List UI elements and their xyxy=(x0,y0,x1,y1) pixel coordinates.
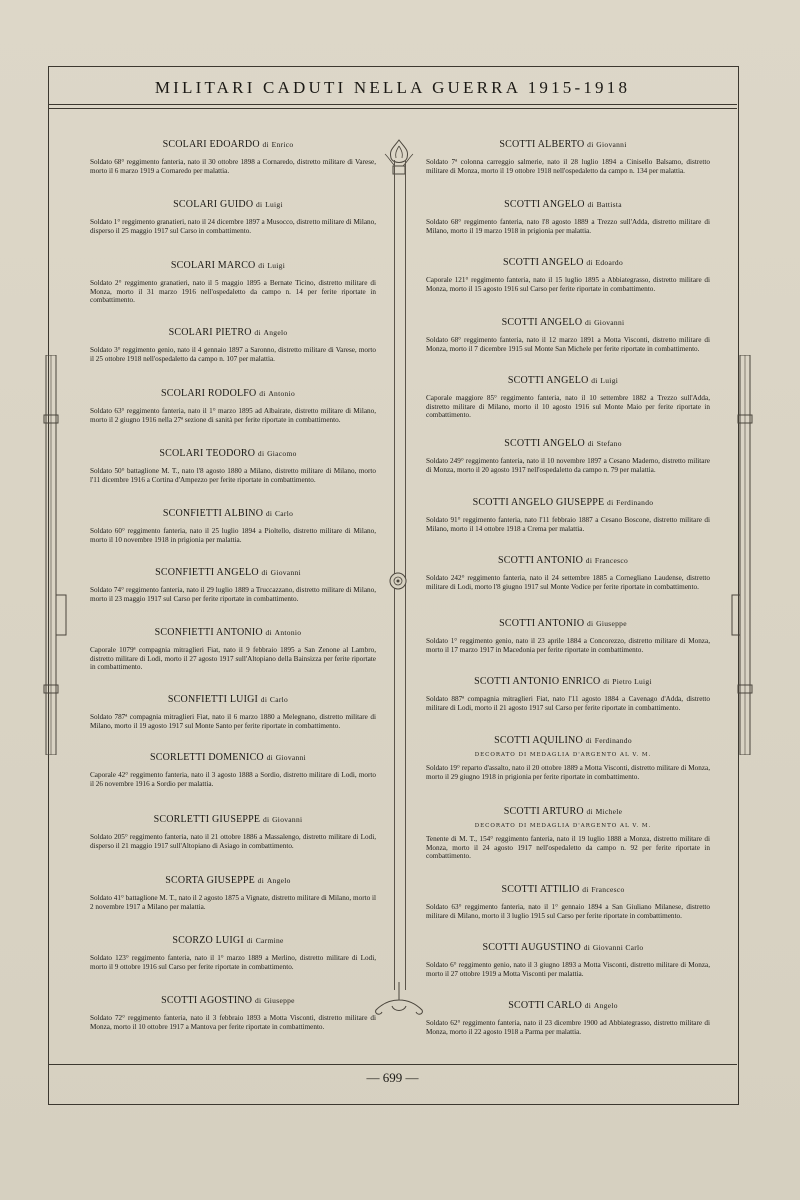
list-item xyxy=(80,388,376,424)
header-rule xyxy=(48,108,737,109)
entry-name: SCOLARI EDOARDO di Enrico xyxy=(162,139,294,150)
list-item xyxy=(80,875,376,911)
list-item xyxy=(416,139,710,175)
entry-text: Soldato 3° reggimento genio, nato il 4 gennaio 1897 a Saronno, distretto militare di Varese, morto il 25 ottobre 1918 nell'ospedaletto da campo n. 107 per malattia. xyxy=(90,346,376,363)
list-item xyxy=(80,814,376,850)
list-item xyxy=(80,260,376,305)
entry-name: SCOTTI ANTONIO di Francesco xyxy=(497,555,629,566)
entry-text: Soldato 1° reggimento granatieri, nato il 24 dicembre 1897 a Musocco, distretto militare di Milano, disperso il 25 maggio 1917 sul Carso in combattimento. xyxy=(90,218,376,235)
entry-name: SCOTTI ANGELO di Giovanni xyxy=(501,317,625,328)
list-item xyxy=(416,1000,710,1036)
list-item xyxy=(416,806,710,861)
entry-text: Soldato 74° reggimento fanteria, nato il 29 luglio 1889 a Truccazzano, distretto militare di Milano, morto il 23 maggio 1917 sul Carso per ferite riportate in combattimento. xyxy=(90,586,376,603)
decoration-note: DECORATO DI MEDAGLIA D'ARGENTO AL V. M. xyxy=(474,823,652,829)
list-item xyxy=(416,942,710,978)
entry-name: SCOTTI AUGUSTINO di Giovanni Carlo xyxy=(482,942,644,953)
list-item xyxy=(416,438,710,474)
entry-name: SCOLARI TEODORO di Giacomo xyxy=(159,448,297,459)
entry-text: Tenente di M. T., 154° reggimento fanteria, nato il 19 luglio 1888 a Monza, distretto militare di Monza, morto il 24 agosto 1917 nell'ospedaletto da campo n. 92 per ferite riportate in combattimento. xyxy=(426,835,710,861)
entry-name: SCONFIETTI LUIGI di Carlo xyxy=(167,694,289,705)
entry-name: SCORLETTI GIUSEPPE di Giovanni xyxy=(153,814,303,825)
entry-text: Soldato 68° reggimento fanteria, nato l'8 agosto 1889 a Trezzo sull'Adda, distretto militare di Milano, morto il 19 marzo 1918 in prigionia per malattia. xyxy=(426,218,710,235)
entry-name: SCOTTI CARLO di Angelo xyxy=(508,1000,618,1011)
entry-text: Soldato 62° reggimento fanteria, nato il 23 dicembre 1900 ad Abbiategrasso, distretto militare di Monza, morto il 22 agosto 1918 a Parma per malattia. xyxy=(426,1019,710,1036)
list-item xyxy=(80,199,376,235)
entry-text: Soldato 2° reggimento granatieri, nato il 5 maggio 1895 a Bernate Ticino, distretto militare di Monza, morto il 31 marzo 1916 nell'ospedaletto da campo n. 14 per ferite riportate in combattimento. xyxy=(90,279,376,305)
entry-name: SCOTTI ANGELO di Edoardo xyxy=(502,257,623,268)
list-item xyxy=(416,317,710,353)
entry-name: SCONFIETTI ANTONIO di Antonio xyxy=(154,627,302,638)
entry-text: Soldato 68° reggimento fanteria, nato il 30 ottobre 1898 a Cornaredo, distretto militare di Varese, morto il 6 marzo 1919 a Cornaredo per malattia. xyxy=(90,158,376,175)
entry-name: SCOTTI AQUILINO di Ferdinando xyxy=(494,735,632,746)
list-item xyxy=(416,257,710,293)
list-item xyxy=(416,676,710,712)
entry-text: Soldato 50° battaglione M. T., nato l'8 agosto 1880 a Milano, distretto militare di Milano, morto l'11 dicembre 1916 a Cortina d'Ampezzo per ferite riportate in combattimento. xyxy=(90,467,376,484)
list-item xyxy=(80,627,376,672)
entry-name: SCOLARI RODOLFO di Antonio xyxy=(160,388,296,399)
entry-text: Soldato 91° reggimento fanteria, nato l'11 febbraio 1887 a Cesano Boscone, distretto militare di Milano, morto il 14 ottobre 1918 a Crema per malattia. xyxy=(426,516,710,533)
entry-name: SCOTTI ANGELO di Stefano xyxy=(504,438,622,449)
rosette-ornament-icon xyxy=(389,572,407,590)
list-item xyxy=(80,752,376,788)
entry-text: Soldato 242° reggimento fanteria, nato il 24 settembre 1885 a Cornegliano Laudense, distretto militare di Lodi, morto l'8 giugno 1917 sul Monte Vodice per ferite riportate in combattimento. xyxy=(426,574,710,591)
entry-text: Soldato 7ª colonna carreggio salmerie, nato il 28 luglio 1894 a Cinisello Balsamo, distretto militare di Monza, morto il 19 ottobre 1918 nell'ospedaletto da campo n. 134 per malattia. xyxy=(426,158,710,175)
entry-name: SCOTTI ATTILIO di Francesco xyxy=(501,884,625,895)
entry-name: SCOTTI ANTONIO di Giuseppe xyxy=(499,618,627,629)
entry-name: SCORLETTI DOMENICO di Giovanni xyxy=(149,752,307,763)
entry-text: Soldato 63° reggimento fanteria, nato il 1° marzo 1895 ad Albairate, distretto militare di Milano, morto il 2 giugno 1916 nella 27ª sezione di sanità per ferite riportate in combattimento. xyxy=(90,407,376,424)
entry-name: SCONFIETTI ALBINO di Carlo xyxy=(162,508,294,519)
entry-text: Soldato 249° reggimento fanteria, nato il 10 novembre 1897 a Cesano Maderno, distretto militare di Monza, morto il 20 agosto 1917 nell'ospedaletto da campo n. 79 per malattia. xyxy=(426,457,710,474)
entry-name: SCOTTI ANGELO GIUSEPPE di Ferdinando xyxy=(472,497,654,508)
list-item xyxy=(416,199,710,235)
page-number: — 699 — xyxy=(366,1070,419,1085)
entry-name: SCOTTI ANGELO di Luigi xyxy=(507,375,619,386)
list-item xyxy=(80,567,376,603)
list-item xyxy=(416,884,710,920)
list-item xyxy=(80,327,376,363)
entry-name: SCORTA GIUSEPPE di Angelo xyxy=(165,875,291,886)
entry-name: SCONFIETTI ANGELO di Giovanni xyxy=(155,567,301,578)
decoration-note: DECORATO DI MEDAGLIA D'ARGENTO AL V. M. xyxy=(474,752,652,758)
list-item xyxy=(416,497,710,533)
entry-name: SCOTTI ANTONIO ENRICO di Pietro Luigi xyxy=(474,676,652,687)
entry-name: SCOTTI ANGELO di Battista xyxy=(504,199,622,210)
list-item xyxy=(416,618,710,654)
entry-text: Soldato 6° reggimento genio, nato il 3 giugno 1893 a Motta Visconti, distretto militare di Monza, morto il 27 ottobre 1919 a Motta Visconti per malattia. xyxy=(426,961,710,978)
entry-text: Soldato 19° reparto d'assalto, nato il 20 ottobre 1889 a Motta Visconti, distretto militare di Monza, morto il 29 giugno 1918 in prigionia per ferite riportate in combattimento. xyxy=(426,764,710,781)
entry-name: SCOTTI ALBERTO di Giovanni xyxy=(499,139,627,150)
entry-text: Soldato 1° reggimento genio, nato il 23 aprile 1884 a Concorezzo, distretto militare di Monza, morto il 17 marzo 1917 in Macedonia per ferite riportate in combattimento. xyxy=(426,637,710,654)
list-item xyxy=(416,735,710,781)
entry-name: SCOLARI PIETRO di Angelo xyxy=(168,327,288,338)
right-fasces-ornament-icon xyxy=(730,355,758,755)
entry-name: SCOTTI ARTURO di Michele xyxy=(503,806,623,817)
entry-text: Caporale 42° reggimento fanteria, nato il 3 agosto 1888 a Sordio, distretto militare di Lodi, morto il 26 novembre 1916 a Sordio per malattia. xyxy=(90,771,376,788)
footer-rule xyxy=(48,1064,737,1065)
entry-name: SCOTTI AGOSTINO di Giuseppe xyxy=(161,995,295,1006)
list-item xyxy=(80,139,376,175)
list-item xyxy=(80,995,376,1031)
entry-text: Caporale 121° reggimento fanteria, nato il 15 luglio 1895 a Abbiategrasso, distretto militare di Monza, morto il 15 agosto 1916 sul Carso per ferite riportate in combattimento. xyxy=(426,276,710,293)
list-item xyxy=(416,555,710,591)
list-item xyxy=(80,694,376,730)
entry-text: Soldato 787ª compagnia mitraglieri Fiat, nato il 6 marzo 1880 a Melegnano, distretto militare di Milano, morto il 19 agosto 1917 sul Monte Santo per ferite riportate in combattimento. xyxy=(90,713,376,730)
list-item xyxy=(80,508,376,544)
entry-text: Caporale maggiore 85° reggimento fanteria, nato il 10 settembre 1882 a Trezzo sull'Adda, distretto militare di Milano, morto il 10 agosto 1916 sul Monte Maio per ferite riportate in combattimento. xyxy=(426,394,710,420)
list-item xyxy=(416,375,710,420)
entry-text: Soldato 60° reggimento fanteria, nato il 25 luglio 1894 a Pioltello, distretto militare di Milano, morto il 10 novembre 1918 in prigionia per malattia. xyxy=(90,527,376,544)
entry-text: Soldato 123° reggimento fanteria, nato il 1° marzo 1889 a Merlino, distretto militare di Lodi, morto il 9 ottobre 1916 sul Carso per ferite riportate in combattimento. xyxy=(90,954,376,971)
entry-text: Soldato 205° reggimento fanteria, nato il 21 ottobre 1886 a Massalengo, distretto militare di Lodi, disperso il 21 maggio 1917 sull'Altopiano di Asiago in combattimento. xyxy=(90,833,376,850)
entry-text: Soldato 63° reggimento fanteria, nato il 1° gennaio 1894 a San Giuliano Milanese, distretto militare di Milano, morto il 3 luglio 1915 sul Carso per ferite riportate in combattimento. xyxy=(426,903,710,920)
list-item xyxy=(80,448,376,484)
entry-text: Caporale 1079ª compagnia mitraglieri Fiat, nato il 9 febbraio 1895 a San Zenone al Lambro, distretto militare di Lodi, morto il 27 agosto 1917 sull'Altopiano della Bainsizza per ferite riportate in combattimento. xyxy=(90,646,376,672)
entry-text: Soldato 41° battaglione M. T., nato il 2 agosto 1875 a Vignate, distretto militare di Milano, morto il 2 novembre 1917 a Milano per malattia. xyxy=(90,894,376,911)
page-title: MILITARI CADUTI NELLA GUERRA 1915-1918 xyxy=(154,78,631,97)
entry-text: Soldato 68° reggimento fanteria, nato il 12 marzo 1891 a Motta Visconti, distretto militare di Monza, morto il 7 dicembre 1915 sul Monte San Michele per ferite riportate in combattimento. xyxy=(426,336,710,353)
entry-text: Soldato 72° reggimento fanteria, nato il 3 febbraio 1893 a Motta Visconti, distretto militare di Monza, morto il 10 ottobre 1917 a Mantova per ferite riportate in combattimento. xyxy=(90,1014,376,1031)
entry-name: SCORZO LUIGI di Carmine xyxy=(172,935,284,946)
entry-name: SCOLARI GUIDO di Luigi xyxy=(173,199,283,210)
entry-text: Soldato 887ª compagnia mitraglieri Fiat, nato l'11 agosto 1884 a Cavenago d'Adda, distretto militare di Lodi, morto il 21 agosto 1917 sul Carso per ferite riportate in combattimento. xyxy=(426,695,710,712)
left-fasces-ornament-icon xyxy=(40,355,68,755)
list-item xyxy=(80,935,376,971)
entry-name: SCOLARI MARCO di Luigi xyxy=(170,260,286,271)
